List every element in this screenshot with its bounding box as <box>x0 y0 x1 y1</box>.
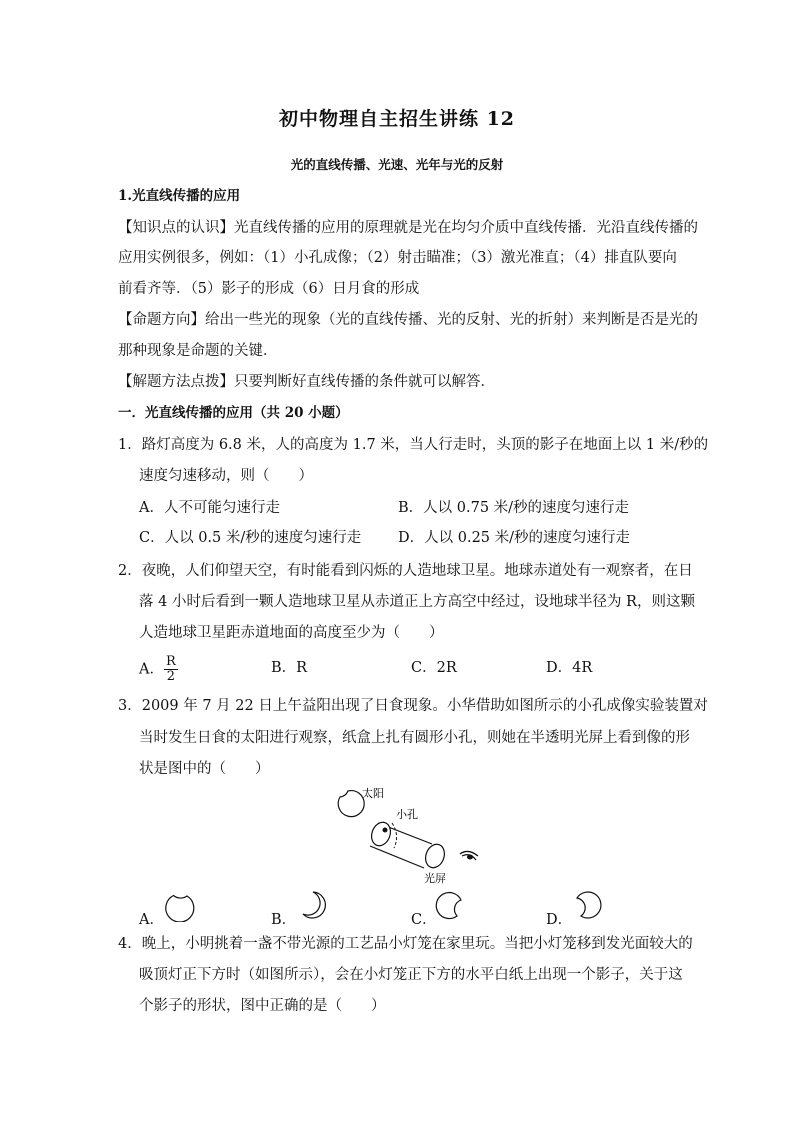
q3-option-a: A． <box>139 912 164 928</box>
q4-stem-line-3: 个影子的形状，图中正确的是（ ） <box>139 998 386 1014</box>
knowledge-line-2: 应用实例很多，例如：（1）小孔成像；（2）射击瞄准；（3）激光准直；（4）排直队要向 <box>118 250 677 266</box>
screen-end <box>422 842 447 871</box>
q2-option-a-fraction <box>164 655 178 684</box>
pinhole-label: 小孔 <box>396 808 418 821</box>
q1-stem-line-1: 1．路灯高度为 6.8 米，人的高度为 1.7 米，当人行走时，头顶的影子在地面上以 1 米/秒的 <box>118 437 709 453</box>
q1-option-b: B．人以 0.75 米/秒的速度匀速行走 <box>398 500 630 516</box>
q2-stem-line-2: 落 4 小时后看到一颗人造地球卫星从赤道正上方高空中经过，设地球半径为 R，则这颗 <box>139 594 695 610</box>
q4-stem-line-2: 吸顶灯正下方时（如图所示），会在小灯笼正下方的水平白纸上出现一个影子，关于这 <box>139 967 683 983</box>
q3-option-c-crescent-icon <box>433 888 467 922</box>
box-bottom-edge <box>370 846 424 868</box>
knowledge-line-1: 【知识点的认识】光直线传播的应用的原理就是光在均匀介质中直线传播．光沿直线传播的 <box>118 220 698 236</box>
q3-stem-line-1: 3．2009 年 7 月 22 日上午益阳出现了日食现象。小华借助如图所示的小孔成像实验装置对 <box>118 698 708 714</box>
pinhole-dot <box>383 828 388 833</box>
q3-stem-line-3: 状是图中的（ ） <box>139 761 270 777</box>
direction-line-1: 【命题方向】给出一些光的现象（光的直线传播、光的反射、光的折射）来判断是否是光的 <box>118 312 698 328</box>
q3-option-b-crescent-icon <box>295 888 329 922</box>
q1-option-a: A．人不可能匀速行走 <box>139 500 280 516</box>
pinhole-diagram <box>320 780 500 890</box>
section-heading: 1.光直线传播的应用 <box>118 188 241 204</box>
q2-option-a <box>139 655 178 684</box>
q3-option-b: B． <box>271 912 297 928</box>
q4-stem-line-1: 4．晚上，小明挑着一盏不带光源的工艺品小灯笼在家里玩。当把小灯笼移到发光面较大的 <box>118 936 693 952</box>
screen-label: 光屏 <box>424 872 446 885</box>
q3-option-c: C． <box>411 912 437 928</box>
fraction-denominator: 2 <box>166 669 176 684</box>
page-subtitle: 光的直线传播、光速、光年与光的反射 <box>290 157 504 172</box>
q2-option-d: D．4R <box>546 660 593 676</box>
q2-option-b: B．R <box>271 660 308 676</box>
q2-stem-line-1: 2．夜晚，人们仰望天空，有时能看到闪烁的人造地球卫星。地球赤道处有一观察者，在日 <box>118 563 693 579</box>
knowledge-line-3: 前看齐等．（5）影子的形成（6）日月食的形成 <box>118 281 420 297</box>
q3-stem-line-2: 当时发生日食的太阳进行观察，纸盒上扎有圆形小孔，则她在半透明光屏上看到像的形 <box>139 730 690 746</box>
eclipsed-sun-icon <box>338 791 364 817</box>
q1-option-c: C．人以 0.5 米/秒的速度匀速行走 <box>139 530 362 546</box>
q3-option-d-crescent-icon <box>569 888 603 922</box>
q3-option-d: D． <box>546 912 573 928</box>
q2-option-c: C．2R <box>411 660 457 676</box>
part-heading: 一．光直线传播的应用（共 20 小题） <box>118 405 349 421</box>
q3-option-a-crescent-icon <box>163 888 197 922</box>
method-line: 【解题方法点拨】只要判断好直线传播的条件就可以解答． <box>118 374 495 390</box>
eye-icon <box>460 851 478 860</box>
hidden-edge <box>392 823 397 848</box>
page-title: 初中物理自主招生讲练 12 <box>278 108 516 130</box>
direction-line-2: 那种现象是命题的关键． <box>118 343 278 359</box>
q2-stem-line-3: 人造地球卫星距赤道地面的高度至少为（ ） <box>139 625 444 641</box>
fraction-numerator: R <box>165 654 176 669</box>
q2-option-a-label: A． <box>139 661 164 678</box>
box-front-end <box>368 820 393 849</box>
sun-label: 太阳 <box>362 787 384 800</box>
q1-stem-line-2: 速度匀速移动，则（ ） <box>139 468 313 484</box>
q1-option-d: D．人以 0.25 米/秒的速度匀速行走 <box>398 530 631 546</box>
